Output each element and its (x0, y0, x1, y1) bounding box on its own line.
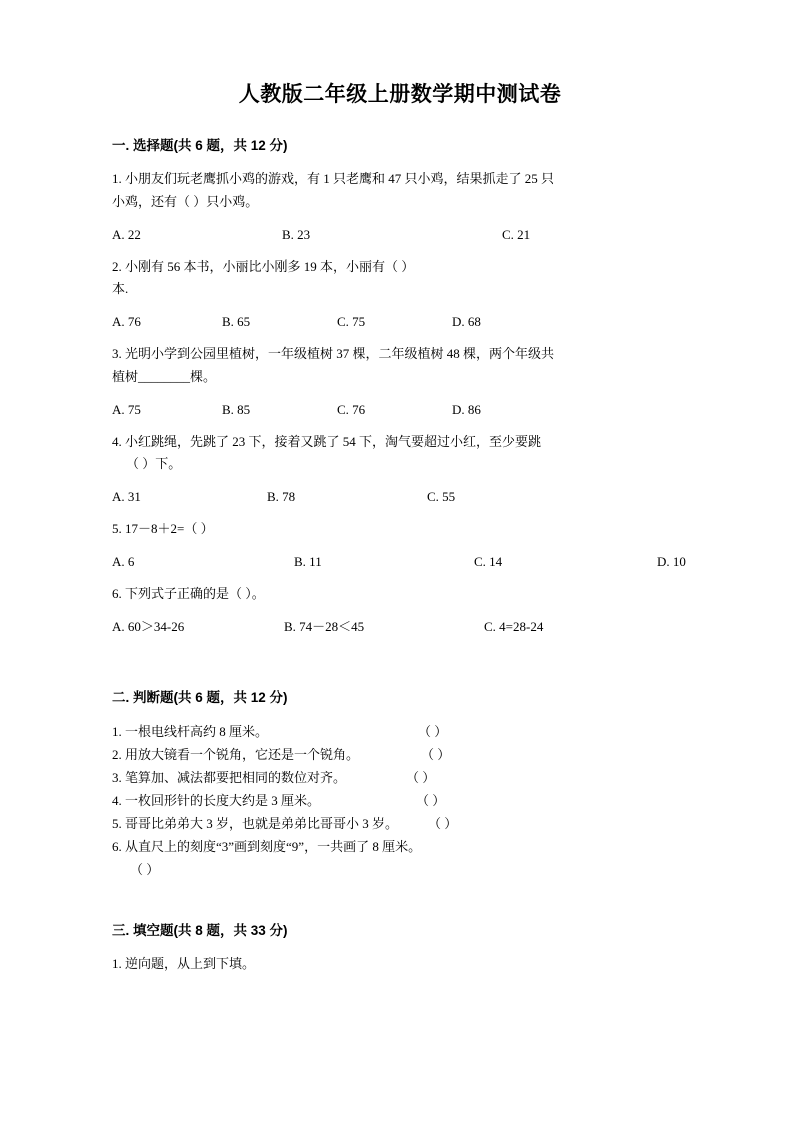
tf-item-4-answer-box[interactable]: （ ） (416, 792, 446, 808)
question-2-choice-c[interactable]: C. 75 (337, 314, 366, 329)
question-1-choices (112, 224, 688, 244)
tf-item-2-answer-box[interactable]: （ ） (421, 746, 451, 762)
tf-item-5 (112, 812, 688, 835)
question-3-choices (112, 399, 688, 419)
question-6-line-1: 6. 下列式子正确的是（ ）。 (112, 585, 265, 601)
question-2 (112, 256, 688, 302)
question-3-choice-a[interactable]: A. 75 (112, 401, 141, 417)
question-5-choice-d[interactable]: D. 10 (657, 553, 686, 569)
question-3 (112, 343, 688, 389)
question-5-choice-b[interactable]: B. 11 (294, 553, 322, 569)
question-2-choice-b[interactable]: B. 65 (222, 314, 251, 329)
question-6-choice-b[interactable]: B. 74－28＜45 (284, 618, 365, 634)
question-5 (112, 518, 688, 541)
tf-item-4 (112, 789, 688, 812)
tf-item-3-text: 3. 笔算加、减法都要把相同的数位对齐。 (112, 769, 347, 785)
question-4-choice-b[interactable]: B. 78 (267, 489, 296, 504)
tf-item-3 (112, 766, 688, 789)
tf-item-1-text: 1. 一根电线杆高约 8 厘米。 (112, 723, 269, 739)
question-6-choice-a[interactable]: A. 60＞34-26 (112, 618, 185, 634)
question-1-choice-b[interactable]: B. 23 (282, 226, 311, 242)
section-heading-choice: 一. 选择题(共 6 题，共 12 分) (112, 138, 288, 153)
question-4-line-2: （ ）下。 (126, 456, 182, 472)
question-3-line-2: 植树________棵。 (112, 368, 217, 384)
question-6-choice-c[interactable]: C. 4=28-24 (484, 618, 544, 634)
tf-item-2-text: 2. 用放大镜看一个锐角，它还是一个锐角。 (112, 746, 360, 762)
section-heading-truefalse: 二. 判断题(共 6 题，共 12 分) (112, 689, 288, 705)
tf-item-6-text: 6. 从直尺上的刻度“3”画到刻度“9”，一共画了 8 厘米。 (112, 839, 422, 855)
question-1-choice-c[interactable]: C. 21 (502, 226, 531, 242)
question-3-choice-b[interactable]: B. 85 (222, 401, 251, 417)
question-4-choice-a[interactable]: A. 31 (112, 489, 141, 504)
question-5-choice-c[interactable]: C. 14 (474, 553, 503, 569)
question-5-choice-a[interactable]: A. 6 (112, 553, 135, 569)
question-4-line-1: 4. 小红跳绳，先跳了 23 下，接着又跳了 54 下，淘气要超过小红，至少要跳 (112, 433, 542, 449)
question-5-choices (112, 551, 688, 571)
question-4-choices (112, 486, 688, 506)
tf-item-1 (112, 720, 688, 743)
tf-item-6-answer-row (112, 858, 688, 881)
truefalse-list (112, 720, 688, 882)
page-title: 人教版二年级上册数学期中测试卷 (238, 83, 562, 106)
question-1-choice-a[interactable]: A. 22 (112, 226, 141, 242)
tf-item-4-text: 4. 一枚回形针的长度大约是 3 厘米。 (112, 792, 321, 808)
tf-item-3-answer-box[interactable]: （ ） (406, 769, 436, 785)
question-6-choices (112, 616, 688, 636)
question-3-choice-c[interactable]: C. 76 (337, 401, 366, 417)
question-4 (112, 431, 688, 477)
question-2-line-2: 本. (112, 281, 129, 297)
question-3-line-1: 3. 光明小学到公园里植树，一年级植树 37 棵，二年级植树 48 棵，两个年级共 (112, 346, 555, 361)
question-2-choice-a[interactable]: A. 76 (112, 314, 141, 329)
question-2-choices (112, 311, 688, 331)
tf-item-6-answer-box[interactable]: （ ） (130, 862, 160, 878)
question-2-line-1: 2. 小刚有 56 本书，小丽比小刚多 19 本，小丽有（ ） (112, 258, 415, 274)
tf-item-2 (112, 743, 688, 766)
question-5-line-1: 5. 17－8＋2=（ ） (112, 521, 214, 536)
tf-item-6 (112, 835, 688, 858)
question-4-choice-c[interactable]: C. 55 (427, 489, 456, 504)
question-6 (112, 583, 688, 606)
question-1-line-1: 1. 小朋友们玩老鹰抓小鸡的游戏，有 1 只老鹰和 47 只小鸡，结果抓走了 25 只 (112, 171, 555, 186)
tf-item-5-answer-box[interactable]: （ ） (428, 816, 458, 831)
tf-item-5-text: 5. 哥哥比弟弟大 3 岁，也就是弟弟比哥哥小 3 岁。 (112, 816, 399, 831)
question-1-line-2: 小鸡，还有（ ）只小鸡。 (112, 193, 259, 209)
section-heading-fillblank: 三. 填空题(共 8 题，共 33 分) (112, 923, 288, 939)
tf-item-1-answer-box[interactable]: （ ） (418, 723, 448, 739)
fill-question-1: 1. 逆向题，从上到下填。 (112, 956, 256, 972)
question-2-choice-d[interactable]: D. 68 (452, 314, 481, 329)
question-1 (112, 168, 688, 214)
question-3-choice-d[interactable]: D. 86 (452, 401, 481, 417)
